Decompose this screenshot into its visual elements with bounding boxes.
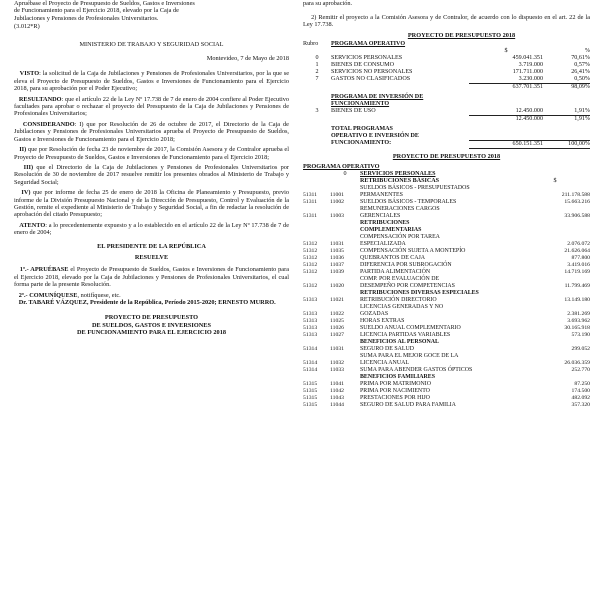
account-code: 51311 bbox=[303, 191, 318, 198]
rubro-header: Rubro bbox=[303, 41, 319, 48]
resultando-label: RESULTANDO bbox=[18, 95, 62, 103]
table-row bbox=[303, 76, 590, 84]
signature bbox=[14, 299, 289, 306]
item-code: 11036 bbox=[330, 254, 345, 261]
item-name: GERENCIALES bbox=[360, 212, 401, 219]
rubro-code: 7 bbox=[315, 76, 319, 83]
table-row bbox=[303, 220, 590, 227]
account-code bbox=[303, 339, 330, 346]
item-code bbox=[330, 185, 360, 192]
item-name: PRIMA POR MATRIMONIO bbox=[360, 380, 432, 387]
rubro-amount: 171.711.000 bbox=[512, 69, 543, 76]
art1-label: 1º.- APRUÉBASE bbox=[19, 266, 69, 274]
right-article-2 bbox=[303, 14, 590, 29]
item-amount bbox=[520, 227, 590, 234]
item-code bbox=[330, 276, 360, 283]
item-name: ESPECIALIZADA bbox=[360, 240, 406, 247]
table-row bbox=[303, 234, 590, 241]
table-row bbox=[303, 346, 590, 353]
art2-text: , notifíquese, etc. bbox=[77, 291, 121, 299]
signature-text: Dr. TABARÉ VÁZQUEZ, Presidente de la República, Período 2015-2020; ERNESTO MURRO. bbox=[18, 299, 276, 306]
atento-text: : a lo precedentemente expuesto y a lo establecido en el artículo 22 de la Ley Nº 17.738 de 7 de enero de 2004; bbox=[14, 221, 289, 237]
table-row bbox=[303, 360, 590, 367]
item-code bbox=[330, 339, 360, 346]
item-code bbox=[330, 227, 360, 234]
table-row bbox=[303, 381, 590, 388]
table-row bbox=[303, 297, 590, 304]
account-code bbox=[303, 185, 330, 192]
item-amount: 13.149.180 bbox=[564, 296, 590, 303]
item-amount bbox=[520, 339, 590, 346]
president-heading: EL PRESIDENTE DE LA REPÚBLICA bbox=[97, 242, 206, 250]
item-amount: 252.770 bbox=[571, 366, 590, 373]
item-name: BENEFICIOS FAMILIARES bbox=[360, 373, 436, 380]
item-code bbox=[330, 374, 360, 381]
item-code: 11039 bbox=[330, 268, 345, 275]
item-name: COMPLEMENTARIAS bbox=[360, 226, 422, 233]
table-row bbox=[303, 69, 590, 76]
rubro-code: 2 bbox=[315, 69, 319, 76]
intro-line: de Funcionamiento para el Ejercicio 2018, elevado por la Caja de bbox=[14, 7, 179, 15]
table-row bbox=[303, 290, 590, 297]
item-name: PRIMA POR NACIMIENTO bbox=[360, 387, 430, 394]
resultando-paragraph bbox=[14, 96, 289, 118]
dollar-header: $ bbox=[504, 48, 508, 55]
item-code: 11027 bbox=[330, 331, 345, 338]
atento-paragraph bbox=[14, 222, 289, 237]
total-label-3: FUNCIONAMIENTO: bbox=[331, 140, 392, 147]
item-amount: 3.419.016 bbox=[567, 261, 590, 268]
item-name: PERMANENTES bbox=[360, 191, 403, 198]
total-label-1: TOTAL PROGRAMAS bbox=[331, 126, 393, 133]
footer-title-3: DE FUNCIONAMIENTO PARA EL EJERCICIO 2018 bbox=[77, 329, 226, 337]
account-code: 51315 bbox=[303, 380, 318, 387]
table-row bbox=[303, 248, 590, 255]
item-amount bbox=[520, 234, 590, 241]
account-code: 51315 bbox=[303, 387, 318, 394]
item-name: REMUNERACIONES CARGOS bbox=[360, 205, 440, 212]
item-code: 11031 bbox=[330, 345, 345, 352]
item-amount: 357.320 bbox=[571, 401, 590, 408]
account-code: 51315 bbox=[303, 394, 318, 401]
table-row bbox=[303, 325, 590, 332]
table-row bbox=[303, 227, 590, 234]
visto-paragraph bbox=[14, 70, 289, 92]
table-row bbox=[303, 55, 590, 62]
rubro-name: GASTOS NO CLASIFICADOS bbox=[331, 76, 411, 83]
rubro-amount: 3.230.000 bbox=[518, 76, 543, 83]
table-row bbox=[303, 395, 590, 402]
footer-title-1: PROYECTO DE PRESUPUESTO bbox=[104, 314, 199, 322]
table-row bbox=[303, 108, 590, 116]
item-code: 11002 bbox=[330, 198, 345, 205]
inv-total-pct: 1,91% bbox=[543, 116, 590, 124]
account-code: 51312 bbox=[303, 261, 318, 268]
item-code: 11035 bbox=[330, 247, 345, 254]
account-code: 51314 bbox=[303, 366, 318, 373]
ii-text: que por Resolución de fecha 23 de noviembre de 2017, la Comisión Asesora y de Contralor aprueba el Proyecto de Presupuesto de Sueldos, Gastos e Inversiones de Funcionamiento para el Ejercicio 2018; bbox=[14, 146, 289, 161]
considerando-iv bbox=[14, 189, 289, 219]
item-amount: 877.800 bbox=[571, 254, 590, 261]
item-amount: 33.906.588 bbox=[564, 212, 590, 219]
rubro-pct: 0,50% bbox=[574, 76, 590, 83]
item-amount: 14.719.169 bbox=[564, 268, 590, 275]
footer-title-2: DE SUELDOS, GASTOS E INVERSIONES bbox=[91, 321, 212, 329]
right-column bbox=[303, 0, 590, 409]
item-amount: 573.190 bbox=[571, 331, 590, 338]
table-row bbox=[303, 199, 590, 206]
rb-heading: RETRIBUCIONES BÁSICAS bbox=[360, 177, 440, 184]
account-code: 51313 bbox=[303, 324, 318, 331]
programa-inversion-heading-2: FUNCIONAMIENTO bbox=[331, 101, 390, 108]
item-amount bbox=[520, 185, 590, 192]
item-amount: 11.799.469 bbox=[564, 282, 590, 289]
item-amount: 211.178.588 bbox=[561, 191, 590, 198]
item-name: PARTIDA ALIMENTACIÓN bbox=[360, 268, 431, 275]
item-name: BENEFICIOS AL PERSONAL bbox=[360, 338, 439, 345]
account-code bbox=[303, 304, 330, 311]
account-code bbox=[303, 227, 330, 234]
grand-total-pct: 100,00% bbox=[543, 140, 590, 148]
table-row bbox=[303, 241, 590, 248]
item-amount bbox=[520, 220, 590, 227]
rubro-pct: 0,57% bbox=[574, 62, 590, 69]
item-name: DESEMPEÑO POR COMPETENCIAS bbox=[360, 282, 455, 289]
table-row bbox=[303, 206, 590, 213]
item-name: LICENCIAS GENERADAS Y NO bbox=[360, 303, 444, 310]
table-row bbox=[303, 318, 590, 325]
item-amount: 21.626.064 bbox=[564, 247, 590, 254]
rubro-code: 3 bbox=[315, 108, 319, 115]
rubro-name: SERVICIOS PERSONALES bbox=[331, 55, 403, 62]
item-code bbox=[330, 220, 360, 227]
account-code bbox=[303, 374, 330, 381]
item-code bbox=[330, 234, 360, 241]
article-1 bbox=[14, 266, 289, 288]
item-amount bbox=[520, 374, 590, 381]
programa-operativo-heading: PROGRAMA OPERATIVO bbox=[331, 41, 406, 48]
item-code bbox=[330, 290, 360, 297]
rubro-name: SERVICIOS NO PERSONALES bbox=[331, 69, 413, 76]
item-code: 11020 bbox=[330, 282, 345, 289]
table-row bbox=[303, 311, 590, 318]
intro-text bbox=[14, 0, 289, 22]
rubro-pct: 1,91% bbox=[574, 108, 590, 115]
table-row bbox=[303, 62, 590, 69]
op-total-pct: 98,09% bbox=[543, 84, 590, 92]
rubro-code: 1 bbox=[315, 62, 319, 69]
table-row bbox=[303, 353, 590, 360]
item-amount: 2.381.269 bbox=[567, 310, 590, 317]
total-label-2: OPERATIVO E INVERSIÓN DE bbox=[331, 133, 419, 140]
considerando-iii bbox=[14, 164, 289, 186]
programa-inversion-heading-1: PROGRAMA DE INVERSIÓN DE bbox=[331, 94, 424, 101]
item-name: SUMA PARA EL MEJOR GOCE DE LA bbox=[360, 352, 459, 359]
account-code: 51313 bbox=[303, 331, 318, 338]
account-code: 51312 bbox=[303, 268, 318, 275]
item-name: SUMA PARA ABENDER GASTOS ÓPTICOS bbox=[360, 366, 473, 373]
pct-header: % bbox=[584, 48, 590, 55]
account-code bbox=[303, 220, 330, 227]
considerando-label: CONSIDERANDO bbox=[22, 120, 75, 128]
considerando-ii bbox=[14, 146, 289, 161]
account-code: 51314 bbox=[303, 359, 318, 366]
item-amount: 3.693.962 bbox=[567, 317, 590, 324]
item-name: GOZADAS bbox=[360, 310, 389, 317]
table-row bbox=[303, 192, 590, 199]
table-row bbox=[303, 213, 590, 220]
budget-title-2: PROYECTO DE PRESUPUESTO 2018 bbox=[392, 152, 501, 160]
rubro-code: 0 bbox=[315, 55, 319, 62]
item-amount: 299.052 bbox=[571, 345, 590, 352]
ministry-name: MINISTERIO DE TRABAJO Y SEGURIDAD SOCIAL bbox=[79, 40, 224, 48]
article-2 bbox=[14, 292, 289, 299]
account-code bbox=[303, 234, 330, 241]
item-name: RETRIBUCIÓN DIRECTORIO bbox=[360, 296, 437, 303]
item-amount: 2.076.072 bbox=[567, 240, 590, 247]
rubro-amount: 3.719.000 bbox=[518, 62, 543, 69]
item-code: 11021 bbox=[330, 296, 345, 303]
item-amount: 26.036.359 bbox=[564, 359, 590, 366]
item-amount bbox=[520, 304, 590, 311]
detail-dollar-header: $ bbox=[553, 177, 557, 184]
account-code: 51313 bbox=[303, 317, 318, 324]
item-code: 11031 bbox=[330, 240, 345, 247]
sp-code: 0 bbox=[343, 170, 347, 177]
item-amount: 482.092 bbox=[571, 394, 590, 401]
grand-total-amount: 650.151.351 bbox=[469, 140, 543, 148]
table-row bbox=[303, 276, 590, 283]
summary-table bbox=[303, 41, 590, 149]
item-code: 11022 bbox=[330, 310, 345, 317]
item-code: 11032 bbox=[330, 359, 345, 366]
date-line: Montevideo, 7 de Mayo de 2018 bbox=[206, 55, 289, 63]
visto-text: : la solicitud de la Caja de Jubilaciones y Pensiones de Profesionales Universitarios, por la que se eleva el Proyecto de Presupuesto de Sueldos, Gastos e Inversiones de Funcionamiento para el Ejercicio 2018, para su aprobación por el Poder Ejecutivo; bbox=[14, 70, 289, 93]
item-amount: 87.250 bbox=[574, 380, 590, 387]
considerando-paragraph bbox=[14, 121, 289, 143]
account-code: 51312 bbox=[303, 247, 318, 254]
visto-label: VISTO bbox=[19, 70, 40, 78]
item-code: 11042 bbox=[330, 387, 345, 394]
reference-code: (3.012*R) bbox=[14, 23, 40, 31]
table-row bbox=[303, 367, 590, 374]
item-code: 11033 bbox=[330, 366, 345, 373]
account-code: 51312 bbox=[303, 240, 318, 247]
item-name: SEGURO DE SALUD bbox=[360, 345, 414, 352]
account-code bbox=[303, 276, 330, 283]
account-code: 51313 bbox=[303, 296, 318, 303]
account-code: 51312 bbox=[303, 282, 318, 289]
item-code: 11043 bbox=[330, 394, 345, 401]
item-name: LICENCIA PARTIDAS VARIABLES bbox=[360, 331, 451, 338]
account-code bbox=[303, 353, 330, 360]
budget-title: PROYECTO DE PRESUPUESTO 2018 bbox=[407, 31, 516, 39]
item-name: RETRIBUCIONES bbox=[360, 219, 410, 226]
item-code: 11001 bbox=[330, 191, 345, 198]
item-amount bbox=[520, 353, 590, 360]
item-name: RETRIBUCIONES DIVERSAS ESPECIALES bbox=[360, 289, 479, 296]
rubro-pct: 26,41% bbox=[571, 69, 590, 76]
intro-line: Apruébase el Proyecto de Presupuesto de Sueldos, Gastos e Inversiones bbox=[14, 0, 195, 7]
item-name: COMPENSACIÓN SUJETA A MONTEPÍO bbox=[360, 247, 466, 254]
resuelve-heading: RESUELVE bbox=[134, 253, 169, 261]
resultando-text: : que el artículo 22 de la Ley Nº 17.738 de 7 de enero de 2004 confiere al Poder Ejecutivo facultades para aprobar o rechazar el proyecto del Presupuesto de la Caja de Jubilaciones y Pensiones de Profesionales Universitarios; bbox=[14, 95, 289, 118]
table-row bbox=[303, 332, 590, 339]
account-code bbox=[303, 290, 330, 297]
ii-label: II) bbox=[19, 146, 27, 154]
art1-text: el Proyecto de Presupuesto de Sueldos, Gastos e Inversiones de Funcionamiento para el Ejercicio 2018, elevado por la Caja de Jubilaciones y Pensiones de Profesionales Universitarios, el cual forma parte de la presente Resolución. bbox=[14, 266, 289, 289]
item-code: 11026 bbox=[330, 324, 345, 331]
table-row bbox=[303, 388, 590, 395]
table-row bbox=[303, 269, 590, 276]
rubro-pct: 70,61% bbox=[571, 55, 590, 62]
item-name: HORAS EXTRAS bbox=[360, 317, 405, 324]
op-total-amount: 637.701.351 bbox=[469, 84, 543, 92]
left-column bbox=[14, 0, 289, 337]
item-code: 11041 bbox=[330, 380, 345, 387]
rubro-amount: 459.041.351 bbox=[512, 55, 543, 62]
account-code bbox=[303, 206, 330, 213]
item-code: 11037 bbox=[330, 261, 345, 268]
item-code: 11003 bbox=[330, 212, 345, 219]
account-code: 51311 bbox=[303, 212, 318, 219]
item-name: COMPENSACIÓN POR TAREA bbox=[360, 233, 440, 240]
inv-total-amount: 12.450.000 bbox=[469, 116, 543, 124]
iii-label: III) bbox=[23, 163, 34, 171]
right-art2-text: 2) Remitir el proyecto a la Comisión Asesora y de Contralor, de acuerdo con lo dispuesto en el art. 22 de la Ley 17.738. bbox=[303, 14, 590, 29]
item-code: 11044 bbox=[330, 401, 345, 408]
table-row bbox=[303, 304, 590, 311]
item-name: QUEBRANTOS DE CAJA bbox=[360, 254, 426, 261]
table-row bbox=[303, 402, 590, 409]
item-amount bbox=[520, 206, 590, 213]
item-name: PRESTACIONES POR HIJO bbox=[360, 394, 430, 401]
item-amount: 15.663.216 bbox=[564, 198, 590, 205]
item-code bbox=[330, 304, 360, 311]
detail-table bbox=[303, 171, 590, 409]
intro-line: Jubilaciones y Pensiones de Profesionales Universitarios. bbox=[14, 14, 159, 22]
item-name: LICENCIA ANUAL bbox=[360, 359, 409, 366]
rubro-amount: 12.450.000 bbox=[515, 108, 543, 115]
table-row bbox=[303, 374, 590, 381]
item-code: 11025 bbox=[330, 317, 345, 324]
iii-text: que el Directorio de la Caja de Jubilaciones y Pensiones de Profesionales Universitarios por Resolución de 30 de noviembre de 2017 resuelve remitir los presentes obrados al Ministerio de Trabajo y Seguridad Social; bbox=[14, 163, 289, 186]
item-name: SEGURO DE SALUD PARA FAMILIA bbox=[360, 401, 456, 408]
programa-operativo-heading-2: PROGRAMA OPERATIVO bbox=[303, 163, 380, 171]
table-row bbox=[303, 262, 590, 269]
sp-heading: SERVICIOS PERSONALES bbox=[360, 170, 436, 177]
table-row bbox=[303, 339, 590, 346]
top-cut-line: para su aprobación. bbox=[303, 0, 353, 7]
item-code bbox=[330, 206, 360, 213]
table-row bbox=[303, 255, 590, 262]
item-amount bbox=[520, 290, 590, 297]
rubro-name: BIENES DE CONSUMO bbox=[331, 62, 394, 69]
considerando-text: : I) que por Resolución de 26 de octubre de 2017, el Directorio de la Caja de Jubilaciones y Pensiones de Profesionales Universitarios aprueba el Proyecto de Presupuesto de Sueldos, Gastos e Inversiones de Funcionamiento para el Ejercicio 2018; bbox=[14, 120, 289, 143]
iv-text: que por informe de fecha 25 de enero de 2018 la Oficina de Planeamiento y Presupuesto, previo informe de la División Presupuesto Nacional y de la Dirección de Presupuesto, Control y Evaluación de la Gestión, remite el expediente al Ministerio de Trabajo y Seguridad Social, a fin de redactar la resolución de aprobación del citado Presupuesto; bbox=[14, 189, 289, 219]
table-row bbox=[303, 185, 590, 192]
item-name: COMP. POR EVALUACIÓN DE bbox=[360, 275, 440, 282]
account-code: 51312 bbox=[303, 254, 318, 261]
item-amount bbox=[520, 276, 590, 283]
account-code: 51314 bbox=[303, 345, 318, 352]
item-amount: 174.500 bbox=[571, 387, 590, 394]
item-name: SUELDO ANUAL COMPLEMENTARIO bbox=[360, 324, 461, 331]
item-name: DIFERENCIA POR SUBROGACIÓN bbox=[360, 261, 452, 268]
account-code: 51315 bbox=[303, 401, 318, 408]
account-code: 51311 bbox=[303, 198, 318, 205]
account-code: 51313 bbox=[303, 310, 318, 317]
iv-label: IV) bbox=[21, 189, 31, 197]
rubro-name: BIENES DE USO bbox=[331, 108, 376, 115]
atento-label: ATENTO bbox=[19, 221, 46, 229]
item-code bbox=[330, 353, 360, 360]
item-name: SUELDOS BÁSICOS - PRESUPUESTADOS bbox=[360, 184, 470, 191]
table-row bbox=[303, 283, 590, 290]
item-name: SUELDOS BÁSICOS - TEMPORALES bbox=[360, 198, 457, 205]
item-amount: 30.165.918 bbox=[564, 324, 590, 331]
art2-label: 2º.- COMUNÍQUESE bbox=[18, 291, 78, 299]
